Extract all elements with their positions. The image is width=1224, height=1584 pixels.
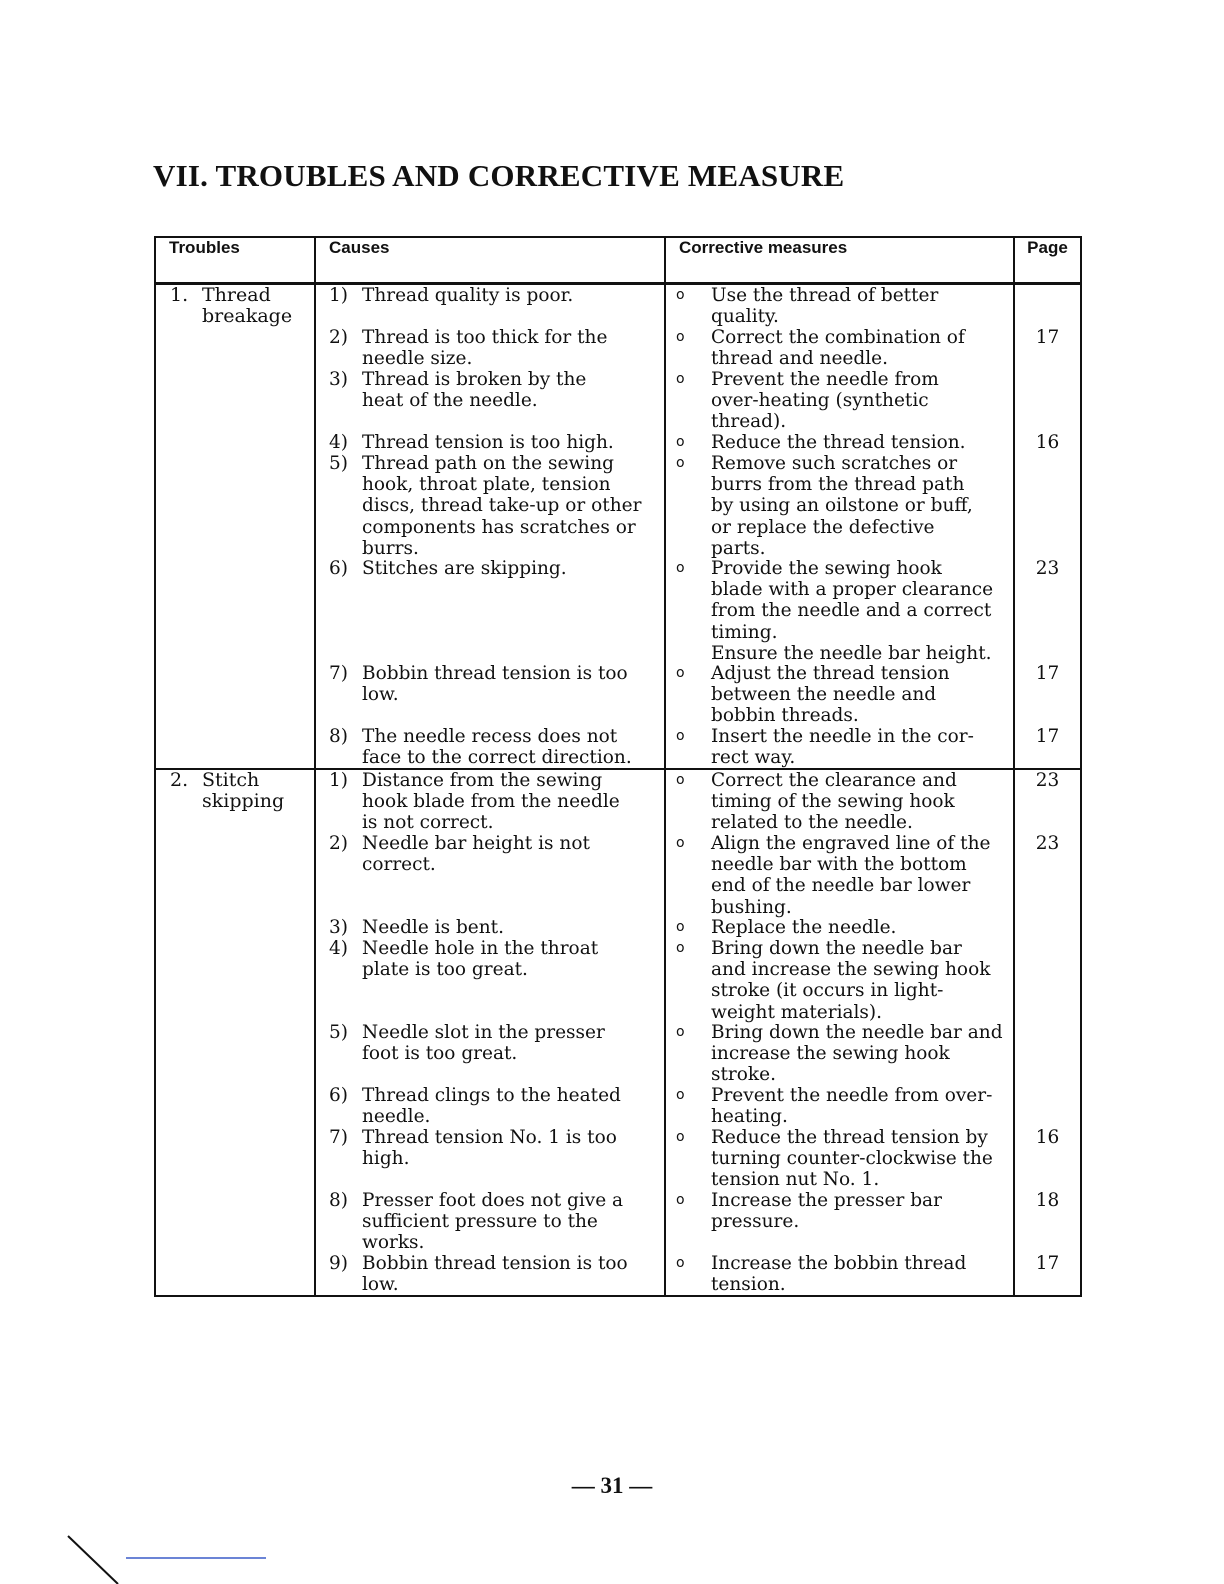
cause-text: Needle bar height is not correct. xyxy=(362,833,590,876)
cause-text: Thread is broken by the heat of the needle. xyxy=(362,369,587,412)
measure-text: Increase the bobbin thread tension. xyxy=(711,1253,967,1296)
cause-item xyxy=(316,327,664,369)
page-ref xyxy=(1015,1022,1080,1085)
page-ref-cell xyxy=(1014,769,1081,1296)
page-ref xyxy=(1015,938,1080,1022)
cause-number: 2) xyxy=(329,327,348,348)
cause-text: Needle slot in the presser foot is too great. xyxy=(362,1022,605,1065)
cause-text: Presser foot does not give a sufficient pressure to the works. xyxy=(362,1190,624,1254)
cause-number: 4) xyxy=(329,938,348,959)
measures-cell xyxy=(665,284,1014,770)
measure-item xyxy=(666,1253,1013,1295)
measure-item xyxy=(666,1085,1013,1127)
trouble-name: Stitch skipping xyxy=(202,769,285,813)
bullet-icon: o xyxy=(676,287,685,303)
cause-number: 8) xyxy=(329,1190,348,1211)
trouble-cell xyxy=(155,284,315,770)
measure-text: Bring down the needle bar and increase the sewing hook stroke (it occurs in light- weight materials). xyxy=(711,938,991,1023)
cause-text: Thread quality is poor. xyxy=(362,285,574,306)
measure-text: Bring down the needle bar and increase the sewing hook stroke. xyxy=(711,1022,1003,1086)
trouble-label xyxy=(156,285,314,327)
bullet-icon: o xyxy=(676,371,685,387)
cause-item xyxy=(316,369,664,432)
trouble-name: Thread breakage xyxy=(202,284,293,328)
measure-text: Provide the sewing hook blade with a proper clearance from the needle and a correct timing. Ensure the needle bar height. xyxy=(711,558,994,664)
cause-number: 6) xyxy=(329,1085,348,1106)
measure-item xyxy=(666,1127,1013,1190)
measure-item xyxy=(666,453,1013,558)
cause-text: Bobbin thread tension is too low. xyxy=(362,1253,628,1296)
measure-text: Adjust the thread tension between the needle and bobbin threads. xyxy=(711,663,950,727)
bullet-icon: o xyxy=(676,1192,685,1208)
cause-text: Needle is bent. xyxy=(362,917,504,938)
measure-item xyxy=(666,770,1013,833)
cause-number: 5) xyxy=(329,453,348,474)
cause-number: 1) xyxy=(329,770,348,791)
cause-text: Thread clings to the heated needle. xyxy=(362,1085,621,1128)
table-header-row xyxy=(155,237,1081,284)
measure-text: Prevent the needle from over- heating. xyxy=(711,1085,993,1128)
measure-text: Reduce the thread tension. xyxy=(711,432,966,453)
header-corrective-measures: Corrective measures xyxy=(665,237,1014,284)
cause-number: 8) xyxy=(329,726,348,747)
cause-number: 2) xyxy=(329,833,348,854)
measure-text: Correct the combination of thread and needle. xyxy=(711,327,965,370)
bullet-icon: o xyxy=(676,919,685,935)
page-number: — 31 — xyxy=(571,1473,653,1498)
cause-item xyxy=(316,726,664,768)
causes-cell xyxy=(315,769,665,1296)
cause-number: 3) xyxy=(329,917,348,938)
cause-item xyxy=(316,1127,664,1190)
causes-cell xyxy=(315,284,665,770)
bullet-icon: o xyxy=(676,1255,685,1271)
page-ref: 23 xyxy=(1035,833,1060,854)
header-troubles: Troubles xyxy=(155,237,315,284)
page-ref: 17 xyxy=(1035,327,1060,348)
cause-number: 5) xyxy=(329,1022,348,1043)
page-ref xyxy=(1015,369,1080,432)
measure-item xyxy=(666,1190,1013,1253)
bullet-icon: o xyxy=(676,329,685,345)
cause-item xyxy=(316,558,664,663)
bullet-icon: o xyxy=(676,560,685,576)
cause-item xyxy=(316,1085,664,1127)
measure-item xyxy=(666,938,1013,1022)
measure-text: Reduce the thread tension by turning counter-clockwise the tension nut No. 1. xyxy=(711,1127,993,1191)
cause-text: Stitches are skipping. xyxy=(362,558,567,579)
cause-text: Needle hole in the throat plate is too great. xyxy=(362,938,599,981)
cause-item xyxy=(316,1022,664,1085)
trouble-label xyxy=(156,770,314,812)
measure-item xyxy=(666,663,1013,726)
cause-number: 6) xyxy=(329,558,348,579)
bullet-icon: o xyxy=(676,1024,685,1040)
scan-corner-mark xyxy=(60,1534,340,1584)
page-ref: 18 xyxy=(1035,1190,1060,1211)
page-ref: 23 xyxy=(1035,558,1060,579)
bullet-icon: o xyxy=(676,1129,685,1145)
cause-item xyxy=(316,1190,664,1253)
trouble-number: 1. xyxy=(170,284,189,306)
trouble-section-row xyxy=(155,284,1081,770)
cause-text: Distance from the sewing hook blade from the needle is not correct. xyxy=(362,770,620,834)
cause-item xyxy=(316,833,664,917)
cause-item xyxy=(316,663,664,726)
measures-cell xyxy=(665,769,1014,1296)
bullet-icon: o xyxy=(676,665,685,681)
trouble-section-row xyxy=(155,769,1081,1296)
page-ref xyxy=(1015,453,1080,558)
page-ref: 17 xyxy=(1035,663,1060,684)
bullet-icon: o xyxy=(676,434,685,450)
measure-text: Align the engraved line of the needle bar with the bottom end of the needle bar lower bushing. xyxy=(711,833,991,918)
header-page: Page xyxy=(1014,237,1081,284)
bullet-icon: o xyxy=(676,772,685,788)
measure-text: Correct the clearance and timing of the sewing hook related to the needle. xyxy=(711,770,957,834)
page-ref: 17 xyxy=(1035,1253,1060,1274)
cause-number: 7) xyxy=(329,1127,348,1148)
bullet-icon: o xyxy=(676,1087,685,1103)
cause-number: 4) xyxy=(329,432,348,453)
cause-text: The needle recess does not face to the correct direction. xyxy=(362,726,632,769)
corner-diagonal xyxy=(68,1536,118,1584)
bullet-icon: o xyxy=(676,835,685,851)
cause-item xyxy=(316,938,664,1022)
measure-item xyxy=(666,327,1013,369)
measure-text: Remove such scratches or burrs from the thread path by using an oilstone or buff, or replace the defective parts. xyxy=(711,453,973,559)
cause-item xyxy=(316,432,664,453)
page-ref-cell xyxy=(1014,284,1081,770)
header-causes: Causes xyxy=(315,237,665,284)
measure-item xyxy=(666,558,1013,663)
bullet-icon: o xyxy=(676,455,685,471)
measure-text: Replace the needle. xyxy=(711,917,897,938)
cause-text: Thread tension No. 1 is too high. xyxy=(362,1127,617,1170)
measure-text: Use the thread of better quality. xyxy=(711,285,939,328)
measure-text: Prevent the needle from over-heating (synthetic thread). xyxy=(711,369,939,433)
trouble-number: 2. xyxy=(170,769,189,791)
cause-number: 1) xyxy=(329,285,348,306)
measure-item xyxy=(666,285,1013,327)
cause-text: Bobbin thread tension is too low. xyxy=(362,663,628,706)
measure-item xyxy=(666,833,1013,917)
cause-item xyxy=(316,285,664,327)
cause-item xyxy=(316,1253,664,1295)
cause-item xyxy=(316,770,664,833)
page-ref xyxy=(1015,285,1080,327)
measure-text: Increase the presser bar pressure. xyxy=(711,1190,942,1233)
trouble-cell xyxy=(155,769,315,1296)
bullet-icon: o xyxy=(676,728,685,744)
page-title: VII. TROUBLES AND CORRECTIVE MEASURE xyxy=(153,158,845,193)
troubles-table xyxy=(154,236,1082,1297)
measure-item xyxy=(666,726,1013,768)
cause-number: 3) xyxy=(329,369,348,390)
page-ref: 17 xyxy=(1035,726,1060,747)
page-ref: 23 xyxy=(1035,770,1060,791)
page-ref xyxy=(1015,1085,1080,1127)
cause-item xyxy=(316,917,664,938)
measure-item xyxy=(666,432,1013,453)
page-ref: 16 xyxy=(1035,432,1060,453)
cause-text: Thread tension is too high. xyxy=(362,432,614,453)
page-ref xyxy=(1015,917,1080,938)
bullet-icon: o xyxy=(676,940,685,956)
cause-text: Thread path on the sewing hook, throat plate, tension discs, thread take-up or other components has scratches or burrs. xyxy=(362,453,642,559)
cause-number: 9) xyxy=(329,1253,348,1274)
cause-item xyxy=(316,453,664,558)
cause-text: Thread is too thick for the needle size. xyxy=(362,327,608,370)
measure-text: Insert the needle in the cor- rect way. xyxy=(711,726,974,769)
cause-number: 7) xyxy=(329,663,348,684)
page-ref: 16 xyxy=(1035,1127,1060,1148)
measure-item xyxy=(666,917,1013,938)
measure-item xyxy=(666,1022,1013,1085)
measure-item xyxy=(666,369,1013,432)
